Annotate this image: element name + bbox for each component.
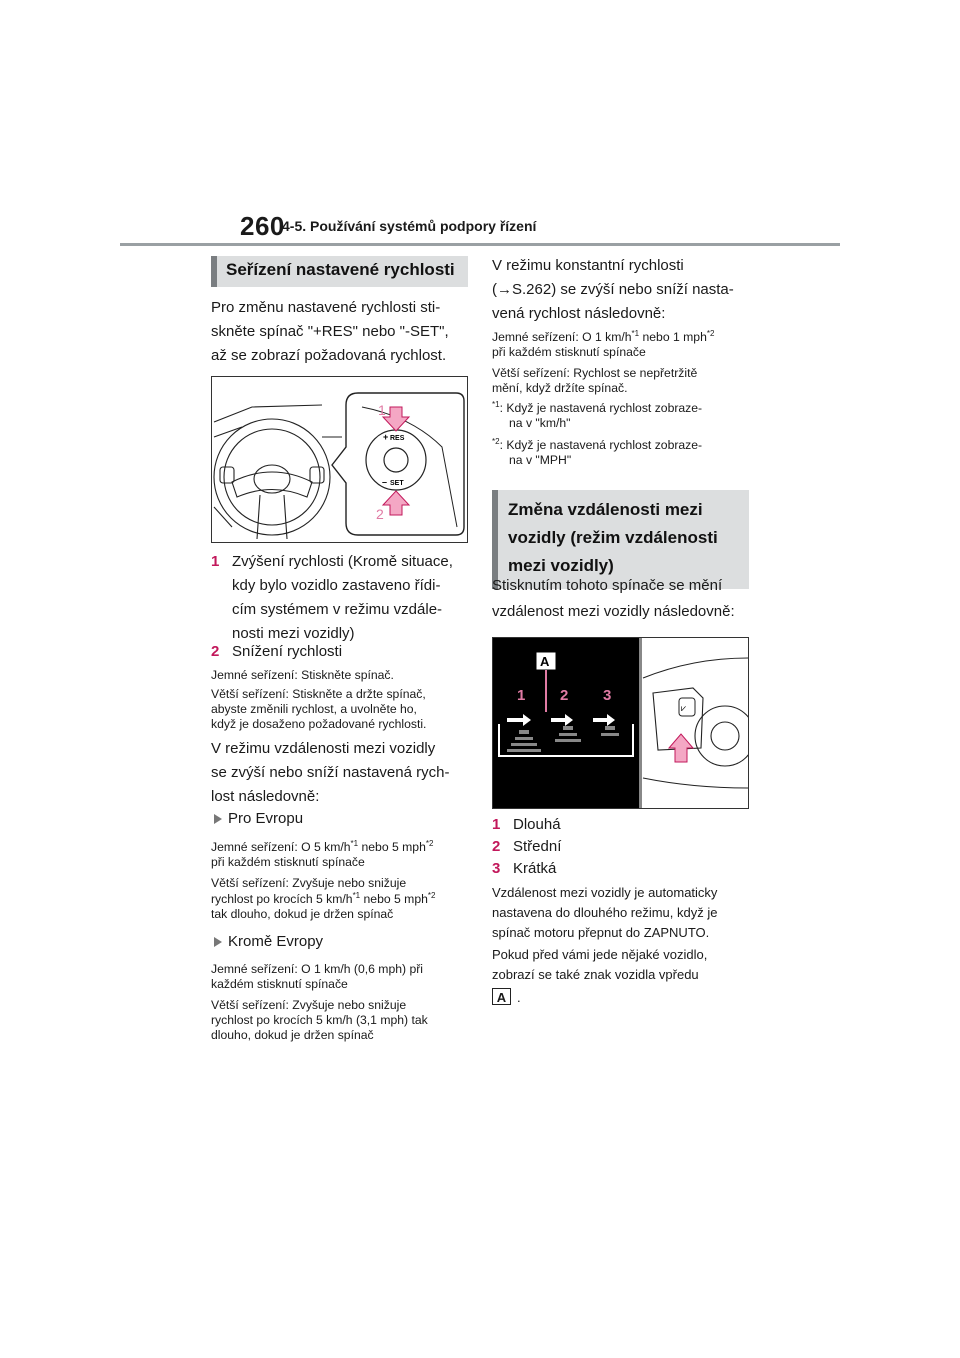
press-text: Stisknutím tohoto spínače se mění (492, 577, 723, 594)
zoom-callout (332, 393, 464, 535)
intro-line: Pro změnu nastavené rychlosti sti- (211, 299, 441, 316)
europe-fine-adjust: při každém stisknutí spínače (211, 855, 365, 869)
set-label: SET (390, 480, 404, 487)
svg-text:A: A (540, 654, 550, 669)
heading-adjust-speed: Seřízení nastavené rychlosti (211, 256, 468, 287)
vehicle-ahead-symbol: A (492, 988, 511, 1005)
res-label: RES (390, 435, 405, 442)
steering-wheel-illustration (212, 377, 467, 542)
vehicle-ahead-note: zobrazí se také znak vozidla vpředu (492, 967, 699, 982)
footnote-2: na v "MPH" (509, 453, 572, 467)
vehicle-ahead-note: Pokud před vámi jede nějaké vozidlo, (492, 947, 708, 962)
svg-text:⩗: ⩗ (681, 703, 687, 713)
constant-speed-text: vená rychlost následovně: (492, 305, 666, 322)
list-item (211, 640, 471, 664)
coarse-adjust: když je dosaženo požadované rychlosti. (211, 717, 427, 731)
item-text: cím systémem v režimu vzdále- (232, 601, 443, 618)
header-rule (120, 243, 840, 246)
distance-illustration (493, 638, 748, 808)
item-text: nosti mezi vozidly) (232, 625, 355, 642)
subheading-non-europe: Kromě Evropy (228, 933, 324, 950)
distance-mode-text: V režimu vzdálenosti mezi vozidly (211, 740, 436, 757)
list-item (492, 857, 752, 881)
distance-switch-figure (492, 637, 749, 809)
item-number: 2 (211, 643, 220, 660)
fine-adjust: Jemné seřízení: Stiskněte spínač. (211, 668, 394, 682)
intro-line: až se zobrazí požadovaná rychlost. (211, 347, 447, 364)
steering-wheel-figure (211, 376, 468, 543)
europe-coarse-adjust: tak dlouho, dokud je držen spínač (211, 907, 394, 921)
label-1: 1 (378, 402, 386, 418)
coarse-adjust: abyste změnili rychlost, a uvolněte ho, (211, 702, 417, 716)
item-text: Krátká (513, 860, 557, 877)
europe-coarse-adjust: Větší seřízení: Zvyšuje nebo snižuje (211, 876, 407, 890)
svg-text:+: + (383, 432, 389, 442)
heading-line: Změna vzdálenosti mezi (508, 500, 703, 519)
label-a-box (536, 652, 556, 670)
item-number: 1 (492, 816, 501, 833)
svg-text:–: – (382, 477, 388, 487)
item-text: Snížení rychlosti (232, 643, 343, 660)
right-coarse-adjust: Větší seřízení: Rychlost se nepřetržitě (492, 366, 698, 380)
triangle-bullet-icon (214, 814, 222, 824)
item-number: 3 (492, 860, 501, 877)
heading-line: vozidly (režim vzdálenosti (508, 528, 718, 547)
period: . (517, 990, 521, 1005)
footnote-1: na v "km/h" (509, 416, 571, 430)
constant-speed-text: (→S.262) se zvýší nebo sníží nasta- (492, 281, 734, 298)
non-europe-coarse: rychlost po krocích 5 km/h (3,1 mph) tak (211, 1013, 428, 1027)
distance-mode-text: se zvýší nebo sníží nastavená rych- (211, 764, 450, 781)
non-europe-fine: každém stisknutí spínače (211, 977, 348, 991)
item-text: Zvýšení rychlosti (Kromě situace, (232, 553, 453, 570)
constant-speed-text: V režimu konstantní rychlosti (492, 257, 684, 274)
footnote-1: $^{*1}$: Když je nastavená rychlost zobraze- (492, 399, 703, 415)
subheading-europe: Pro Evropu (228, 810, 304, 827)
page-number: 260 (240, 211, 285, 241)
non-europe-coarse: dlouho, dokud je držen spínač (211, 1028, 374, 1042)
level-1-label: 1 (517, 687, 526, 704)
europe-coarse-adjust: rychlost po krocích 5 $km/h^{*1}$ nebo 5 mph$^{*2}$ (211, 890, 436, 906)
intro-line: skněte spínač "+RES" nebo "-SET", (211, 323, 449, 340)
item-text: Střední (513, 838, 562, 855)
level-3-label: 3 (603, 687, 612, 704)
list-item (492, 835, 752, 859)
auto-note: nastavena do dlouhého režimu, když je (492, 905, 718, 920)
label-2: 2 (376, 506, 384, 522)
item-text: Dlouhá (513, 816, 561, 833)
distance-mode-text: lost následovně: (211, 788, 320, 805)
heading-line: mezi vozidly) (508, 556, 614, 575)
auto-note: spínač motoru přepnut do ZAPNUTO. (492, 925, 710, 940)
list-item (492, 813, 752, 837)
non-europe-fine: Jemné seřízení: O 1 km/h (0,6 mph) při (211, 962, 424, 976)
triangle-bullet-icon (214, 937, 222, 947)
right-fine-adjust: při každém stisknutí spínače (492, 345, 646, 359)
non-europe-coarse: Větší seřízení: Zvyšuje nebo snižuje (211, 998, 407, 1012)
footnote-2: $^{*2}$: Když je nastavená rychlost zobraze- (492, 436, 703, 452)
press-text: vzdálenost mezi vozidly následovně: (492, 603, 735, 620)
europe-fine-adjust: Jemné seřízení: O 5 $km/h^{*1}$ nebo 5 mph$^{*2}$ (211, 838, 434, 854)
auto-note: Vzdálenost mezi vozidly je automaticky (492, 885, 718, 900)
list-item (211, 550, 471, 646)
coarse-adjust: Větší seřízení: Stiskněte a držte spínač, (211, 687, 426, 701)
section-title: 4-5. Používání systémů podpory řízení (282, 218, 537, 234)
item-number: 1 (211, 553, 220, 570)
item-text: kdy bylo vozidlo zastaveno řídi- (232, 577, 441, 594)
item-number: 2 (492, 838, 501, 855)
right-coarse-adjust: mění, když držíte spínač. (492, 381, 628, 395)
level-2-label: 2 (560, 687, 569, 704)
arrow-up-icon (669, 734, 693, 762)
right-fine-adjust: Jemné seřízení: O 1 $km/h^{*1}$ nebo 1 mph$^{*2}$ (492, 328, 715, 344)
